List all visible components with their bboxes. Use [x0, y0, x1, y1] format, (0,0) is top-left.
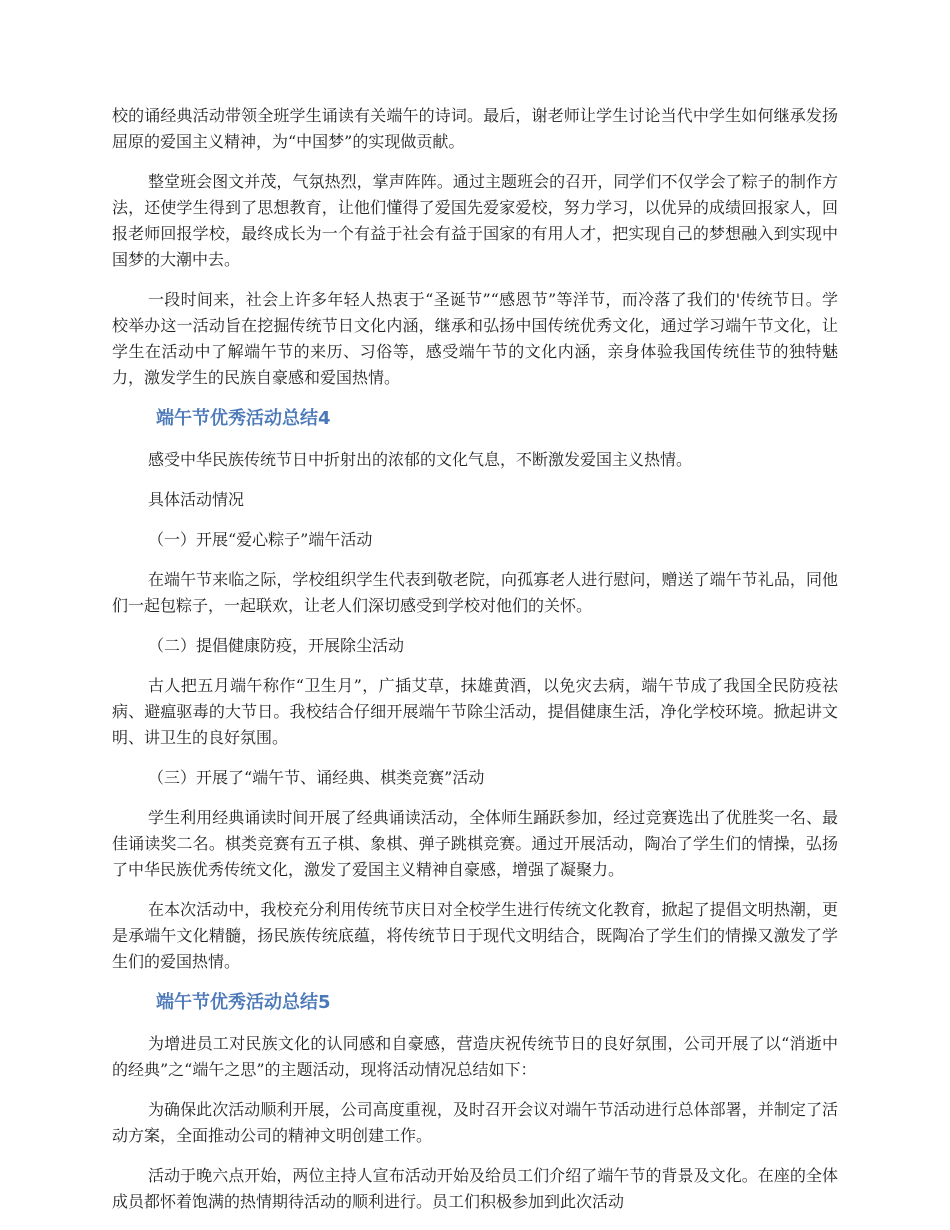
- section-heading: 端午节优秀活动总结4: [156, 408, 331, 429]
- paragraph: 感受中华民族传统节日中折射出的浓郁的文化气息，不断激发爱国主义热情。: [148, 450, 693, 469]
- paragraph: 在端午节来临之际，学校组织学生代表到敬老院，向孤寡老人进行慰问，赠送了端午节礼品，同他们一起包粽子，一起联欢，让老人们深切感受到学校对他们的关怀。: [112, 570, 838, 615]
- paragraph: 具体活动情况: [148, 490, 245, 509]
- paragraph: 在本次活动中，我校充分利用传统节庆日对全校学生进行传统文化教育，掀起了提倡文明热潮，更是承端午文化精髓，扬民族传统底蕴，将传统节日于现代文明结合，既陶冶了学生们的情操又激发了学生们的爱国热情。: [112, 900, 838, 971]
- paragraph: 整堂班会图文并茂，气氛热烈，掌声阵阵。通过主题班会的召开，同学们不仅学会了粽子的制作方法，还使学生得到了思想教育，让他们懂得了爱国先爱家爱校，努力学习，以优异的成绩回报家人，回报老师回报学校，最终成长为一个有益于社会有益于国家的有用人才，把实现自己的梦想融入到实现中国梦的大潮中去。: [112, 172, 838, 269]
- paragraph: 校的诵经典活动带领全班学生诵读有关端午的诗词。最后，谢老师让学生讨论当代中学生如何继承发扬屈原的爱国主义精神，为“中国梦”的实现做贡献。: [112, 106, 838, 151]
- subsection-title: （三）开展了“端午节、诵经典、棋类竞赛”活动: [148, 768, 485, 787]
- paragraph: 古人把五月端午称作“卫生月”，广插艾草，抹雄黄酒，以免灾去病，端午节成了我国全民防疫祛病、避瘟驱毒的大节日。我校结合仔细开展端午节除尘活动，提倡健康生活，净化学校环境。掀起讲文明、讲卫生的良好氛围。: [112, 676, 838, 747]
- paragraph: 学生利用经典诵读时间开展了经典诵读活动，全体师生踊跃参加，经过竞赛选出了优胜奖一名、最佳诵读奖二名。棋类竞赛有五子棋、象棋、弹子跳棋竞赛。通过开展活动，陶冶了学生们的情操，弘扬了中华民族优秀传统文化，激发了爱国主义精神自豪感，增强了凝聚力。: [112, 808, 838, 879]
- section-heading: 端午节优秀活动总结5: [156, 992, 331, 1013]
- paragraph: 活动于晚六点开始，两位主持人宣布活动开始及给员工们介绍了端午节的背景及文化。在座的全体成员都怀着饱满的热情期待活动的顺利进行。员工们积极参加到此次活动: [112, 1166, 838, 1211]
- paragraph: 为增进员工对民族文化的认同感和自豪感，营造庆祝传统节日的良好氛围，公司开展了以“消逝中的经典”之“端午之思”的主题活动，现将活动情况总结如下：: [112, 1034, 838, 1079]
- paragraph: 为确保此次活动顺利开展，公司高度重视，及时召开会议对端午节活动进行总体部署，并制定了活动方案，全面推动公司的精神文明创建工作。: [112, 1100, 838, 1145]
- subsection-title: （二）提倡健康防疫，开展除尘活动: [148, 636, 405, 655]
- subsection-title: （一）开展“爱心粽子”端午活动: [148, 530, 373, 549]
- paragraph: 一段时间来，社会上许多年轻人热衷于“圣诞节”“感恩节”等洋节，而冷落了我们的'传统节日。学校举办这一活动旨在挖掘传统节日文化内涵，继承和弘扬中国传统优秀文化，通过学习端午节文化，让学生在活动中了解端午节的来历、习俗等，感受端午节的文化内涵，亲身体验我国传统佳节的独特魅力，激发学生的民族自豪感和爱国热情。: [112, 290, 838, 387]
